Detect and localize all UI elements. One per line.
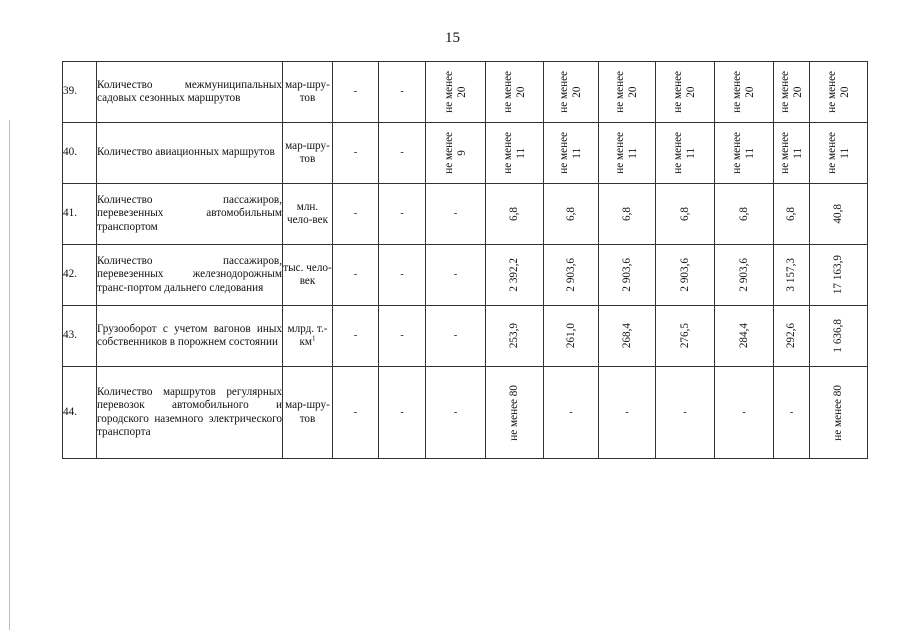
indicator-name: Количество пассажиров, перевезенных железнодорожным транс-портом дальнего следования — [97, 245, 283, 306]
value-cell — [810, 184, 868, 245]
value-cell: - — [333, 245, 379, 306]
value-text: 2 903,6 — [737, 258, 750, 292]
value-text: 253,9 — [508, 323, 521, 349]
value-cell — [599, 184, 656, 245]
value-cell — [544, 62, 599, 123]
row-number: 43. — [63, 306, 97, 367]
value-cell: - — [426, 367, 486, 459]
value-cell: - — [426, 306, 486, 367]
value-text: 276,5 — [678, 323, 691, 349]
value-cell — [774, 306, 810, 367]
value-cell: - — [333, 184, 379, 245]
unit-cell: мар-шру-тов — [283, 367, 333, 459]
table-row — [63, 306, 868, 367]
value-cell — [486, 184, 544, 245]
scan-margin-line — [9, 120, 10, 630]
footnote-mark: 1 — [312, 334, 316, 343]
row-number: 40. — [63, 123, 97, 184]
value-text: не менее 11 — [778, 132, 804, 174]
value-text: 6,8 — [737, 207, 750, 221]
value-cell: - — [599, 367, 656, 459]
value-cell — [656, 245, 715, 306]
value-text: не менее 20 — [501, 71, 527, 113]
value-cell — [810, 245, 868, 306]
value-cell: - — [333, 123, 379, 184]
value-cell: - — [544, 367, 599, 459]
value-text: не менее 20 — [778, 71, 804, 113]
value-text: не менее 80 — [508, 384, 521, 441]
value-text: 261,0 — [564, 323, 577, 349]
value-text: 6,8 — [620, 207, 633, 221]
value-cell — [656, 123, 715, 184]
value-text: не менее 80 — [832, 384, 845, 441]
table-row — [63, 245, 868, 306]
value-text: не менее 20 — [614, 71, 639, 113]
value-text: 17 163,9 — [832, 255, 845, 295]
value-text: не менее 11 — [501, 132, 527, 174]
value-cell — [599, 123, 656, 184]
value-cell — [656, 306, 715, 367]
unit-cell: мар-шру-тов — [283, 62, 333, 123]
value-text: 2 903,6 — [678, 258, 691, 292]
value-cell — [544, 245, 599, 306]
value-text: 2 903,6 — [620, 258, 633, 292]
value-text: не менее 11 — [672, 132, 697, 174]
value-cell: - — [333, 367, 379, 459]
row-number: 42. — [63, 245, 97, 306]
value-cell — [715, 62, 774, 123]
value-cell: - — [333, 306, 379, 367]
value-cell — [599, 306, 656, 367]
value-text: 284,4 — [737, 323, 750, 349]
value-cell — [426, 62, 486, 123]
value-cell — [599, 245, 656, 306]
value-cell — [426, 123, 486, 184]
value-cell — [486, 62, 544, 123]
value-text: 40,8 — [832, 204, 845, 224]
indicator-name: Количество пассажиров, перевезенных автомобильным транспортом — [97, 184, 283, 245]
value-cell: - — [379, 306, 426, 367]
value-cell — [810, 123, 868, 184]
value-cell — [774, 184, 810, 245]
value-cell: - — [715, 367, 774, 459]
table-row — [63, 62, 868, 123]
value-text: 3 157,3 — [785, 258, 798, 292]
value-cell — [810, 306, 868, 367]
value-text: 2 903,6 — [564, 258, 577, 292]
unit-cell: мар-шру-тов — [283, 123, 333, 184]
value-cell — [774, 123, 810, 184]
value-cell: - — [379, 367, 426, 459]
value-cell — [715, 306, 774, 367]
value-cell: - — [656, 367, 715, 459]
value-cell: - — [426, 184, 486, 245]
value-text: не менее 11 — [614, 132, 639, 174]
value-text: не менее 11 — [825, 132, 851, 174]
page-number: 15 — [445, 30, 460, 46]
table-row — [63, 184, 868, 245]
value-text: не менее 20 — [825, 71, 851, 113]
value-cell — [810, 367, 868, 459]
value-text: 6,8 — [785, 207, 798, 221]
value-cell — [544, 123, 599, 184]
value-cell — [774, 245, 810, 306]
value-cell: - — [774, 367, 810, 459]
value-text: не менее 9 — [442, 132, 468, 174]
row-number: 39. — [63, 62, 97, 123]
value-text: 268,4 — [620, 323, 633, 349]
value-cell — [774, 62, 810, 123]
unit-text: млрд. т.-км — [287, 322, 328, 348]
indicator-name: Грузооборот с учетом вагонов иных собственников в порожнем состоянии — [97, 306, 283, 367]
value-text: 292,6 — [785, 323, 798, 349]
value-cell — [656, 184, 715, 245]
value-text: не менее 20 — [672, 71, 697, 113]
value-text: не менее 11 — [731, 132, 756, 174]
value-cell: - — [379, 123, 426, 184]
value-text: не менее 20 — [558, 71, 583, 113]
value-cell — [486, 367, 544, 459]
value-cell: - — [379, 245, 426, 306]
value-cell — [544, 306, 599, 367]
value-cell — [810, 62, 868, 123]
table-row — [63, 123, 868, 184]
unit-cell: тыс. чело-век — [283, 245, 333, 306]
value-cell — [656, 62, 715, 123]
value-text: 1 636,8 — [832, 319, 845, 353]
value-cell — [486, 245, 544, 306]
value-cell: - — [379, 184, 426, 245]
row-number: 41. — [63, 184, 97, 245]
unit-cell: млн. чело-век — [283, 184, 333, 245]
value-cell — [544, 184, 599, 245]
value-cell: - — [333, 62, 379, 123]
value-cell — [715, 123, 774, 184]
value-cell: - — [426, 245, 486, 306]
indicator-name: Количество авиационных маршрутов — [97, 123, 283, 184]
value-cell — [715, 245, 774, 306]
row-number: 44. — [63, 367, 97, 459]
indicators-table — [62, 61, 868, 459]
indicator-name: Количество межмуниципальных садовых сезонных маршрутов — [97, 62, 283, 123]
value-text: 6,8 — [564, 207, 577, 221]
value-text: 6,8 — [678, 207, 691, 221]
value-cell — [715, 184, 774, 245]
value-text: не менее 20 — [442, 71, 468, 113]
indicator-name: Количество маршрутов регулярных перевозок автомобильного и городского наземного электрического транспорта — [97, 367, 283, 459]
value-text: 6,8 — [508, 207, 521, 221]
value-cell: - — [379, 62, 426, 123]
value-cell — [599, 62, 656, 123]
value-text: не менее 11 — [558, 132, 583, 174]
table-row — [63, 367, 868, 459]
value-cell — [486, 123, 544, 184]
value-text: 2 392,2 — [508, 258, 521, 292]
value-text: не менее 20 — [731, 71, 756, 113]
value-cell — [486, 306, 544, 367]
unit-cell — [283, 306, 333, 367]
